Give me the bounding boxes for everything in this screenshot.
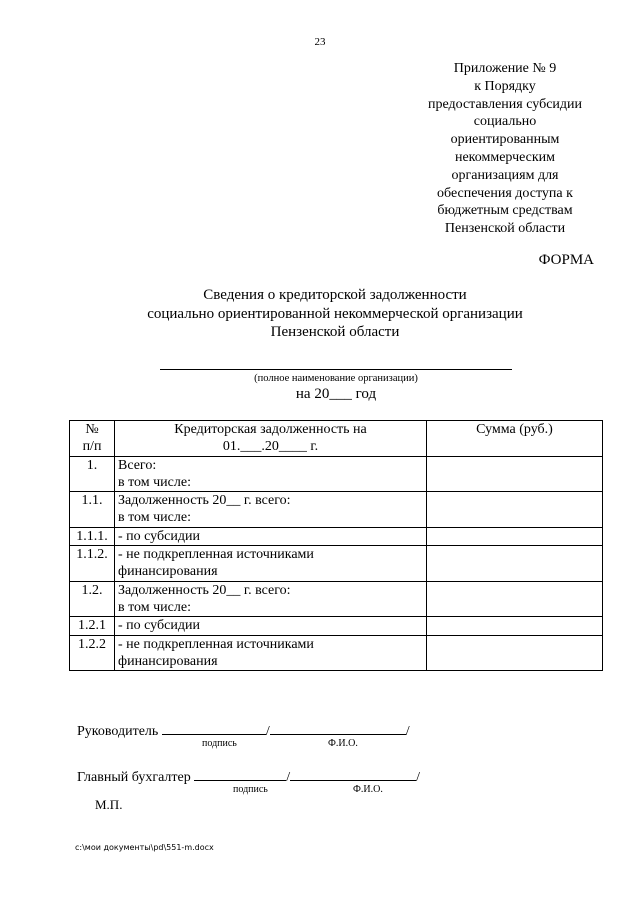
row-description-line1: - по субсидии — [118, 618, 200, 634]
accountant-label: Главный бухгалтер — [77, 770, 191, 785]
footer-file-path: c:\мои документы\pd\551-m.docx — [75, 843, 214, 852]
row-description — [115, 527, 427, 545]
appendix-line: бюджетным средствам — [437, 203, 573, 219]
row-description — [115, 456, 427, 492]
organization-name-line — [160, 369, 512, 370]
accountant-signature-caption: подпись — [233, 784, 268, 795]
row-description-line1: Задолженность 20__ г. всего: — [118, 582, 291, 598]
row-description — [115, 635, 427, 671]
head-name-caption: Ф.И.О. — [328, 738, 358, 749]
separator: / — [286, 770, 291, 785]
accountant-name-caption: Ф.И.О. — [353, 784, 383, 795]
row-sum-cell[interactable] — [427, 456, 603, 492]
row-description-line2: в том числе: — [118, 599, 191, 615]
head-label: Руководитель — [77, 724, 159, 739]
row-description-line2: в том числе: — [118, 510, 191, 526]
row-description — [115, 581, 427, 617]
title-line: Пензенской области — [270, 324, 400, 340]
header-number-line2: п/п — [82, 439, 102, 455]
stamp-place: М.П. — [95, 797, 123, 812]
row-sum-cell[interactable] — [427, 581, 603, 617]
table-header-row — [70, 421, 603, 457]
table-row — [70, 617, 603, 635]
table-row — [70, 581, 603, 617]
separator: / — [416, 770, 421, 785]
row-description-line1: Задолженность 20__ г. всего: — [118, 493, 291, 509]
debt-table — [69, 420, 603, 671]
row-description-line1: - не подкрепленная источниками — [118, 547, 314, 563]
row-sum-cell[interactable] — [427, 635, 603, 671]
organization-caption: (полное наименование организации) — [254, 373, 418, 384]
document-title — [0, 286, 640, 342]
table-row — [70, 635, 603, 671]
appendix-line: организациям для — [451, 167, 559, 183]
row-number: 1.1.2. — [70, 546, 115, 582]
row-description — [115, 492, 427, 528]
head-signature-field[interactable] — [162, 720, 266, 735]
row-sum-cell[interactable] — [427, 527, 603, 545]
row-number: 1.2.2 — [70, 635, 115, 671]
header-description — [115, 421, 427, 457]
appendix-line: некоммерческим — [454, 149, 556, 165]
row-description-line2: финансирования — [118, 653, 218, 669]
accountant-signature-row — [77, 766, 420, 786]
appendix-line: ориентированным — [450, 132, 560, 148]
reporting-period: на 20___ год — [295, 386, 377, 402]
row-description-line2: в том числе: — [118, 474, 191, 490]
separator: / — [265, 724, 270, 739]
header-sum: Сумма (руб.) — [427, 421, 603, 457]
appendix-line: социально — [473, 114, 537, 130]
head-signature-row — [77, 720, 410, 740]
header-number-line1: № — [85, 422, 99, 437]
title-line: социально ориентированной некоммерческой организации — [147, 305, 523, 322]
accountant-name-field[interactable] — [290, 766, 416, 781]
row-number: 1.1. — [70, 492, 115, 528]
head-signature-caption: подпись — [202, 738, 237, 749]
row-description — [115, 546, 427, 582]
row-sum-cell[interactable] — [427, 546, 603, 582]
appendix-line: Пензенской области — [444, 221, 566, 237]
row-sum-cell[interactable] — [427, 492, 603, 528]
row-number: 1.1.1. — [70, 527, 115, 545]
accountant-signature-field[interactable] — [194, 766, 286, 781]
table-row — [70, 527, 603, 545]
row-description-line2: финансирования — [118, 564, 218, 580]
head-name-field[interactable] — [270, 720, 406, 735]
form-label: ФОРМА — [538, 252, 594, 268]
row-description-line1: - не подкрепленная источниками — [118, 636, 314, 652]
row-number: 1.2.1 — [70, 617, 115, 635]
row-number: 1. — [70, 456, 115, 492]
row-number: 1.2. — [70, 581, 115, 617]
header-description-line2: 01.___.20____ г. — [222, 439, 319, 455]
row-description — [115, 617, 427, 635]
separator: / — [405, 724, 410, 739]
header-description-line1: Кредиторская задолженность на — [174, 422, 367, 437]
row-description-line1: - по субсидии — [118, 528, 200, 544]
table-row — [70, 456, 603, 492]
appendix-line: обеспечения доступа к — [437, 185, 573, 201]
row-description-line1: Всего: — [118, 457, 157, 473]
appendix-block — [400, 60, 610, 238]
appendix-line: предоставления субсидии — [427, 96, 583, 112]
table-row — [70, 546, 603, 582]
page-number: 23 — [314, 36, 326, 48]
title-line: Сведения о кредиторской задолженности — [203, 287, 467, 303]
header-number — [70, 421, 115, 457]
appendix-line: Приложение № 9 — [453, 61, 557, 76]
table-row — [70, 492, 603, 528]
row-sum-cell[interactable] — [427, 617, 603, 635]
appendix-line: к Порядку — [474, 78, 536, 94]
